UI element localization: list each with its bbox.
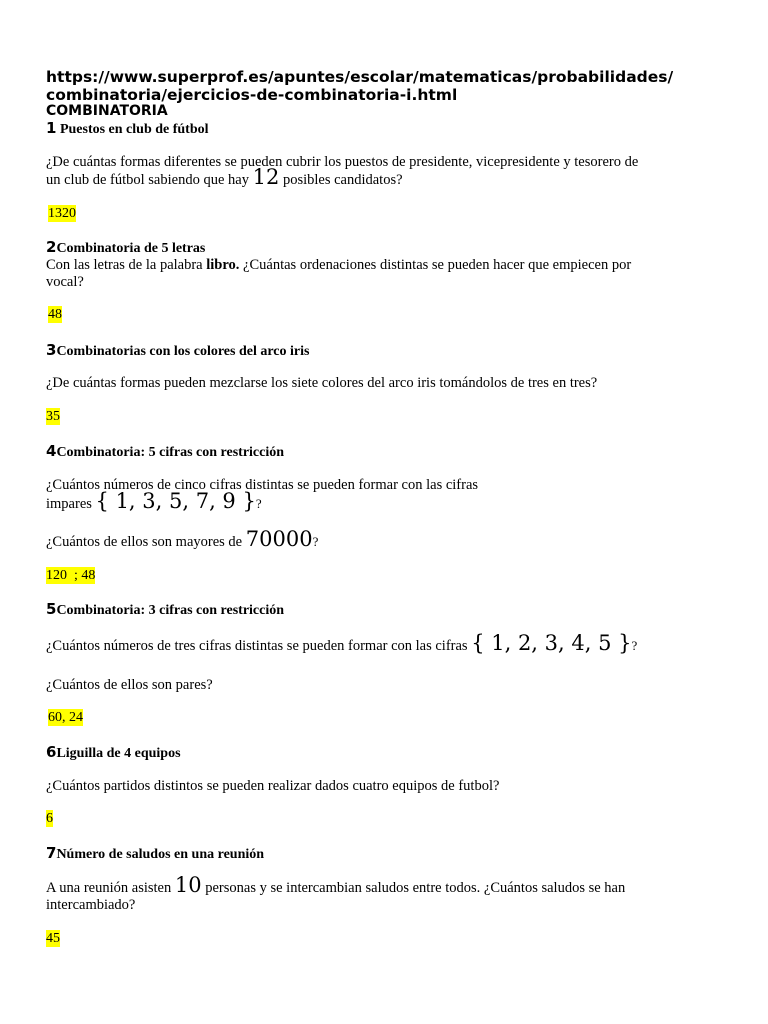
- exercise-4-answer: 120 ; 48: [46, 568, 96, 583]
- exercise-4-question2: ¿Cuántos de ellos son mayores de 70000?: [46, 527, 319, 551]
- exercise-title: Número de saludos en una reunión: [56, 847, 265, 862]
- exercise-number: 4: [46, 442, 57, 460]
- source-url-line1: https://www.superprof.es/apuntes/escolar/matematicas/probabilidades/: [46, 68, 674, 86]
- math-number: 10: [174, 873, 202, 897]
- exercise-3-question: ¿De cuántas formas pueden mezclarse los siete colores del arco iris tomándolos de tres en tres?: [46, 375, 598, 391]
- exercise-3-answer: 35: [46, 409, 60, 424]
- exercise-3-heading: [46, 341, 309, 360]
- exercise-2-question-line1: Con las letras de la palabra libro. ¿Cuántas ordenaciones distintas se pueden hacer que empiecen por: [46, 257, 632, 273]
- exercise-title: Combinatoria de 5 letras: [56, 241, 206, 256]
- exercise-1-heading: [46, 119, 209, 138]
- document-title: COMBINATORIA: [46, 103, 168, 119]
- exercise-2-answer: 48: [48, 307, 62, 322]
- exercise-4-heading: [46, 442, 284, 461]
- exercise-6-question: ¿Cuántos partidos distintos se pueden realizar dados cuatro equipos de futbol?: [46, 778, 500, 794]
- exercise-title: Combinatoria: 3 cifras con restricción: [56, 603, 285, 618]
- exercise-title: Combinatorias con los colores del arco iris: [56, 344, 310, 359]
- exercise-5-heading: [46, 600, 284, 619]
- exercise-4-question-line1: ¿Cuántos números de cinco cifras distintas se pueden formar con las cifras: [46, 477, 479, 493]
- exercise-number: 3: [46, 341, 57, 359]
- exercise-4-question-line2: impares { 1, 3, 5, 7, 9 }?: [46, 489, 262, 513]
- math-set: { 1, 2, 3, 4, 5 }: [471, 631, 632, 655]
- exercise-7-question-line1: A una reunión asisten 10 personas y se intercambian saludos entre todos. ¿Cuántos saludos se han: [46, 873, 626, 897]
- exercise-number: 6: [46, 743, 57, 761]
- exercise-title: Combinatoria: 5 cifras con restricción: [56, 445, 285, 460]
- math-number: 12: [252, 165, 280, 189]
- exercise-7-question-line2: intercambiado?: [46, 897, 136, 913]
- exercise-number: 5: [46, 600, 57, 618]
- exercise-5-question: ¿Cuántos números de tres cifras distintas se pueden formar con las cifras { 1, 2, 3, 4, 5 }?: [46, 631, 638, 655]
- exercise-title: Puestos en club de fútbol: [56, 122, 209, 137]
- source-url-line2: combinatoria/ejercicios-de-combinatoria-i.html: [46, 86, 458, 104]
- exercise-1-question-line1: ¿De cuántas formas diferentes se pueden cubrir los puestos de presidente, vicepresidente y tesorero de: [46, 154, 639, 170]
- exercise-7-answer: 45: [46, 931, 60, 946]
- exercise-number: 1: [46, 119, 57, 137]
- math-set: { 1, 3, 5, 7, 9 }: [95, 489, 256, 513]
- exercise-number: 2: [46, 238, 57, 256]
- exercise-5-answer: 60, 24: [48, 710, 83, 725]
- exercise-2-question-line2: vocal?: [46, 274, 84, 290]
- exercise-5-question2: ¿Cuántos de ellos son pares?: [46, 677, 213, 693]
- exercise-title: Liguilla de 4 equipos: [56, 746, 181, 761]
- math-number: 70000: [245, 527, 313, 551]
- exercise-2-heading: [46, 238, 205, 257]
- exercise-1-answer: 1320: [48, 206, 76, 221]
- exercise-7-heading: [46, 844, 264, 863]
- exercise-number: 7: [46, 844, 57, 862]
- exercise-6-answer: 6: [46, 811, 53, 826]
- exercise-6-heading: [46, 743, 181, 762]
- exercise-1-question-line2: un club de fútbol sabiendo que hay 12 posibles candidatos?: [46, 165, 403, 189]
